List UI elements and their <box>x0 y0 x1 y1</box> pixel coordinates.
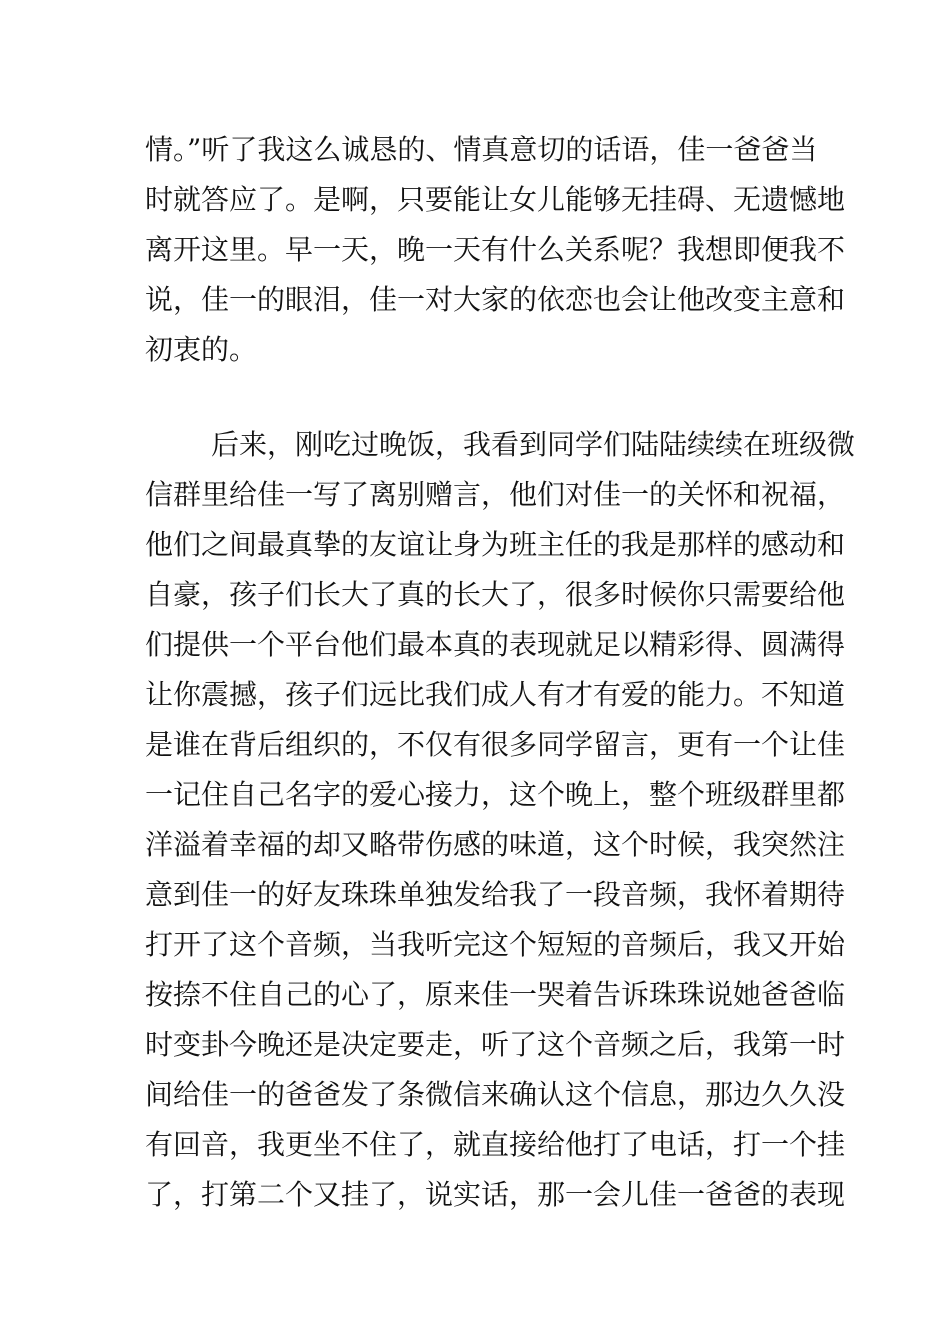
paragraph-line: 按捺不住自己的心了，原来佳一哭着告诉珠珠说她爸爸临 <box>145 978 846 1011</box>
paragraph-line: 意到佳一的好友珠珠单独发给我了一段音频，我怀着期待 <box>145 878 846 911</box>
paragraph-line: 一记住自己名字的爱心接力，这个晚上，整个班级群里都 <box>145 778 846 811</box>
paragraph-line: 让你震撼，孩子们远比我们成人有才有爱的能力。不知道 <box>145 678 846 711</box>
paragraph-line: 了，打第二个又挂了，说实话，那一会儿佳一爸爸的表现 <box>145 1178 846 1211</box>
paragraph-line: 打开了这个音频，当我听完这个短短的音频后，我又开始 <box>145 928 846 961</box>
paragraph-line: 情。”听了我这么诚恳的、情真意切的话语，佳一爸爸当 <box>145 133 818 166</box>
paragraph-line: 他们之间最真挚的友谊让身为班主任的我是那样的感动和 <box>145 528 846 561</box>
paragraph-2 <box>145 420 856 1220</box>
paragraph-line: 自豪，孩子们长大了真的长大了，很多时候你只需要给他 <box>145 578 846 611</box>
paragraph-line: 初衷的。 <box>145 333 258 366</box>
paragraph-line: 是谁在背后组织的，不仅有很多同学留言，更有一个让佳 <box>145 728 846 761</box>
paragraph-line: 有回音，我更坐不住了，就直接给他打了电话，打一个挂 <box>145 1128 846 1161</box>
paragraph-line: 间给佳一的爸爸发了条微信来确认这个信息，那边久久没 <box>145 1078 846 1111</box>
paragraph-line: 时就答应了。是啊，只要能让女儿能够无挂碍、无遗憾地 <box>145 183 846 216</box>
paragraph-line: 洋溢着幸福的却又略带伤感的味道，这个时候，我突然注 <box>145 828 846 861</box>
paragraph-line: 时变卦今晚还是决定要走，听了这个音频之后，我第一时 <box>145 1028 846 1061</box>
paragraph-line: 信群里给佳一写了离别赠言，他们对佳一的关怀和祝福， <box>145 478 846 511</box>
paragraph-line: 离开这里。早一天，晚一天有什么关系呢？我想即便我不 <box>145 233 846 266</box>
paragraph-1 <box>145 125 846 375</box>
paragraph-line: 后来，刚吃过晚饭，我看到同学们陆陆续续在班级微 <box>211 428 856 461</box>
paragraph-line: 们提供一个平台他们最本真的表现就足以精彩得、圆满得 <box>145 628 846 661</box>
paragraph-line: 说，佳一的眼泪，佳一对大家的依恋也会让他改变主意和 <box>145 283 846 316</box>
